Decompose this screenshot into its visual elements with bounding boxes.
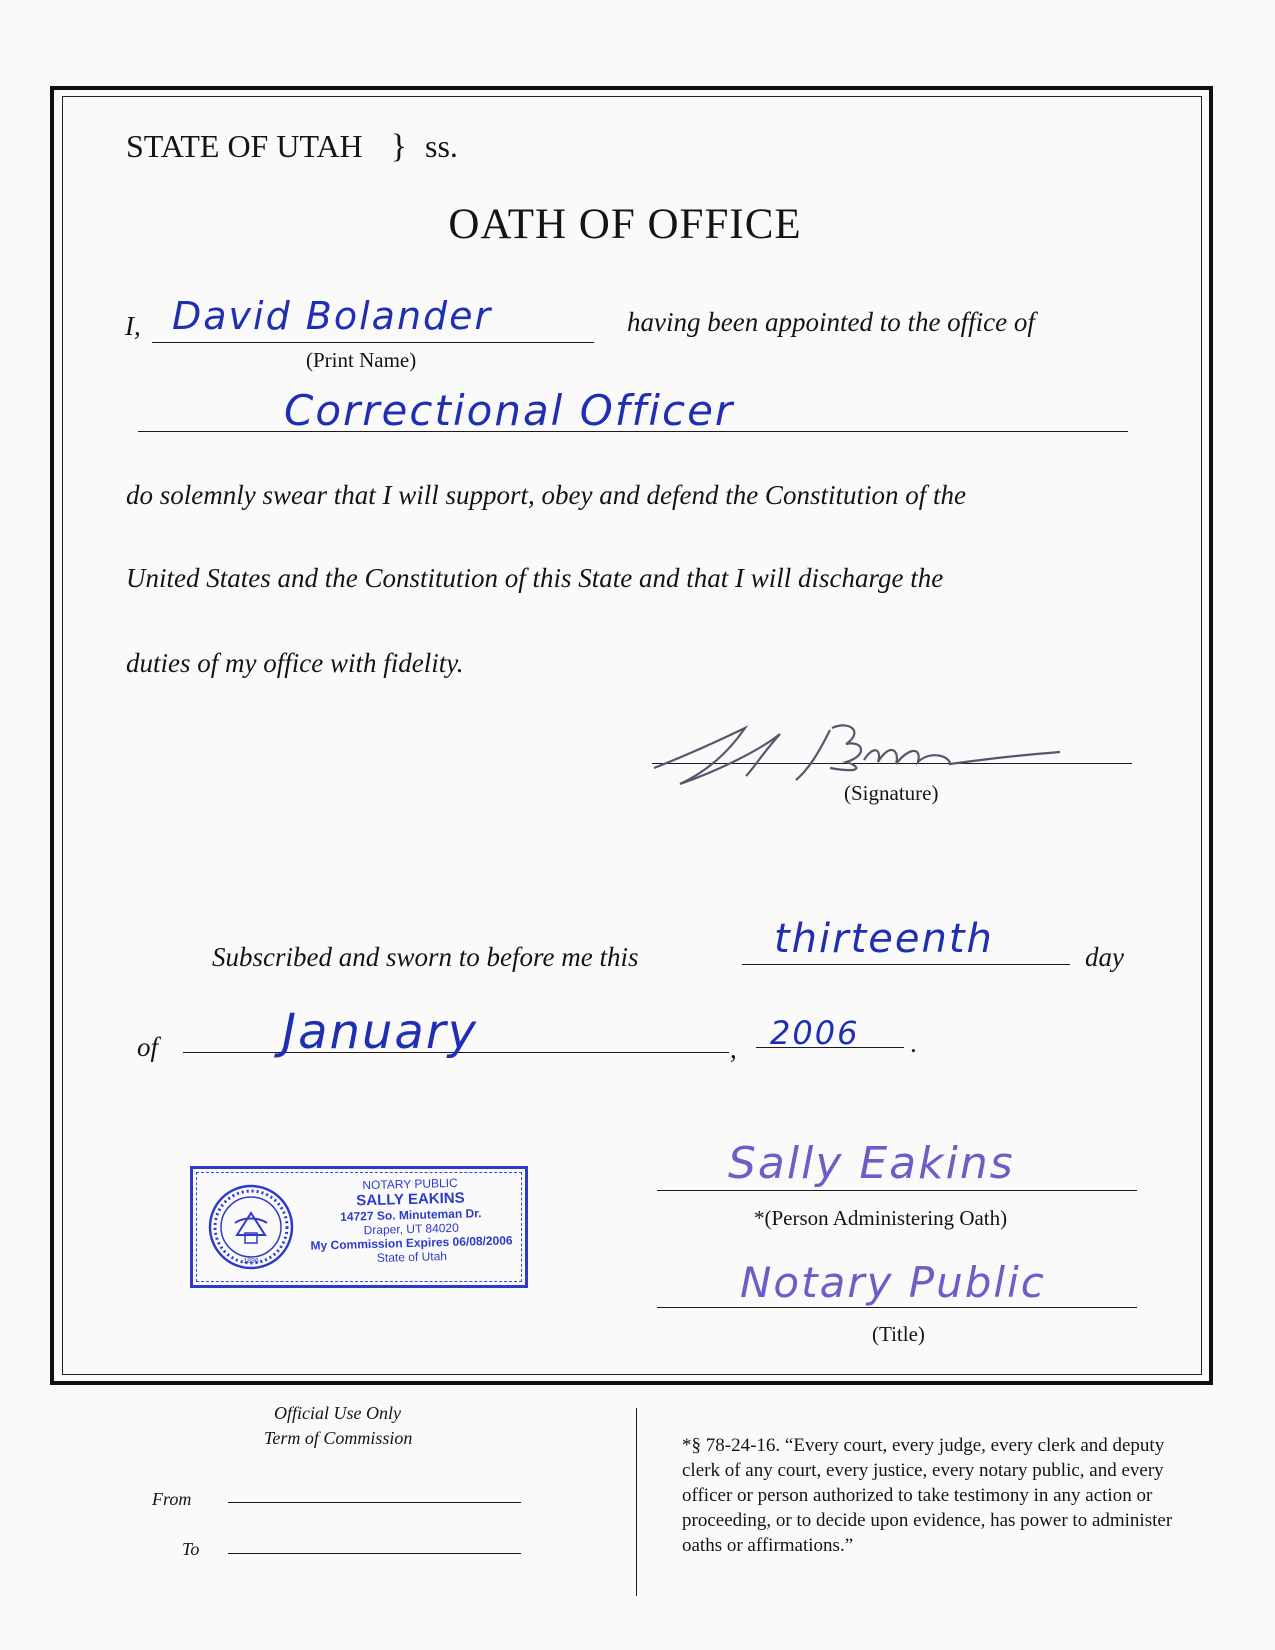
term-heading: Term of Commission <box>264 1428 413 1448</box>
of-word: of <box>137 1032 159 1062</box>
notary-stamp <box>190 1166 528 1288</box>
day-line <box>742 964 1070 965</box>
date-comma: , <box>730 1034 737 1064</box>
venue-brace: } <box>390 128 407 165</box>
to-line[interactable] <box>228 1553 521 1554</box>
stamp-line-6: State of Utah <box>376 1249 448 1265</box>
official-use-heading: Official Use Only <box>274 1403 401 1423</box>
date-period: . <box>910 1028 917 1058</box>
year-field[interactable]: 2006 <box>770 1014 860 1052</box>
month-field[interactable]: January <box>282 1004 478 1060</box>
title-line <box>657 1307 1137 1308</box>
section-divider <box>636 1408 637 1596</box>
state-seal-icon <box>207 1183 295 1271</box>
document-title: OATH OF OFFICE <box>448 201 802 248</box>
oath-line-3: duties of my office with fidelity. <box>126 648 464 678</box>
from-label: From <box>152 1489 192 1509</box>
seal-year: 1896 <box>243 1258 259 1265</box>
statute-footnote: *§ 78-24-16. “Every court, every judge, every clerk and deputy clerk of any court, every justice, every notary public, and every officer or person authorized to take testimony in any action or proceeding, or to decide upon evidence, has power to administer oaths or affirmations.” <box>682 1435 1173 1556</box>
office-field[interactable]: Correctional Officer <box>284 386 735 435</box>
to-label: To <box>182 1539 200 1559</box>
stamp-line-2: SALLY EAKINS <box>356 1189 465 1210</box>
oath-line-2: United States and the Constitution of this State and that I will discharge the <box>126 563 944 593</box>
administrator-signature[interactable]: Sally Eakins <box>728 1138 1015 1189</box>
signature-label: (Signature) <box>844 781 939 805</box>
venue-state: STATE OF UTAH <box>126 128 363 164</box>
administrator-line <box>657 1190 1137 1191</box>
name-field[interactable]: David Bolander <box>172 294 493 338</box>
appointed-text: having been appointed to the office of <box>627 307 1035 337</box>
sworn-text: Subscribed and sworn to before me this <box>212 942 639 972</box>
name-label: (Print Name) <box>306 348 417 372</box>
stamp-line-3: 14727 So. Minuteman Dr. <box>339 1206 482 1224</box>
stamp-line-4: Draper, UT 84020 <box>363 1220 459 1238</box>
name-line <box>152 342 594 343</box>
stamp-line-5: My Commission Expires 06/08/2006 <box>310 1233 513 1253</box>
administrator-label: *(Person Administering Oath) <box>754 1206 1008 1230</box>
venue-ss: ss. <box>424 128 458 164</box>
day-field[interactable]: thirteenth <box>774 916 994 962</box>
venue-line <box>126 128 458 166</box>
oath-line-1: do solemnly swear that I will support, obey and defend the Constitution of the <box>126 480 966 510</box>
stamp-line-1: NOTARY PUBLIC <box>362 1175 458 1193</box>
from-line[interactable] <box>228 1502 521 1503</box>
day-word: day <box>1085 942 1124 972</box>
oath-prefix: I, <box>125 311 141 341</box>
title-field[interactable]: Notary Public <box>740 1258 1046 1307</box>
title-label: (Title) <box>872 1322 925 1346</box>
